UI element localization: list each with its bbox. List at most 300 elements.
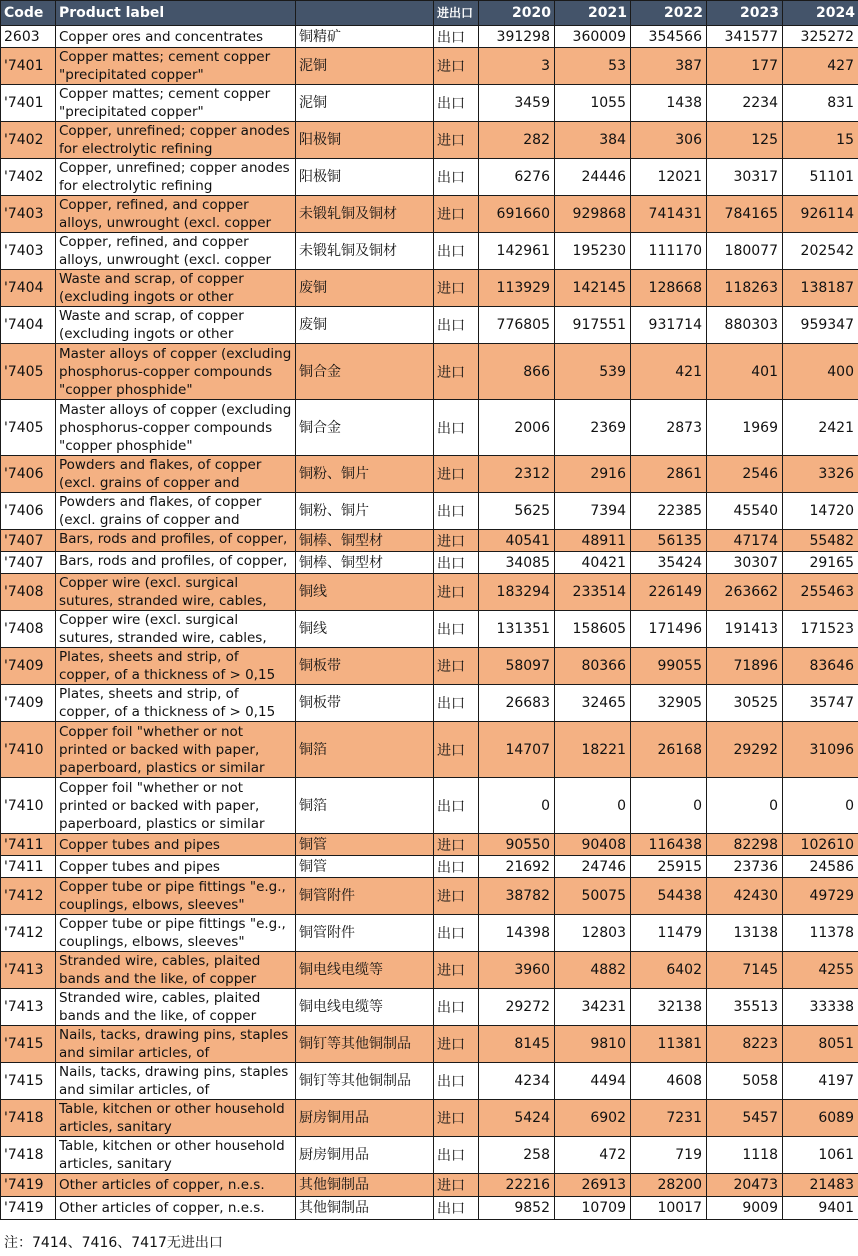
code-cell[interactable]: '7408 (1, 574, 56, 611)
code-cell[interactable]: '7412 (1, 878, 56, 915)
value-cell[interactable]: 4197 (783, 1063, 858, 1100)
value-cell[interactable]: 4234 (479, 1063, 555, 1100)
value-cell[interactable]: 55482 (783, 530, 858, 552)
value-cell[interactable]: 49729 (783, 878, 858, 915)
value-cell[interactable]: 13138 (707, 915, 783, 952)
value-cell[interactable]: 29272 (479, 989, 555, 1026)
value-cell[interactable]: 4608 (631, 1063, 707, 1100)
product-label-cell[interactable] (56, 1137, 296, 1174)
chinese-name-cell[interactable]: 未锻轧铜及铜材 (296, 233, 434, 270)
direction-cell[interactable]: 出口 (434, 778, 479, 834)
product-label-cell[interactable] (56, 1197, 296, 1220)
header-year[interactable]: 2023 (707, 1, 783, 26)
direction-cell[interactable]: 进口 (434, 1026, 479, 1063)
value-cell[interactable]: 45540 (707, 493, 783, 530)
value-cell[interactable]: 5058 (707, 1063, 783, 1100)
code-cell[interactable]: '7411 (1, 834, 56, 856)
header-year[interactable]: 2021 (555, 1, 631, 26)
code-cell[interactable]: '7406 (1, 493, 56, 530)
direction-cell[interactable]: 出口 (434, 1197, 479, 1220)
value-cell[interactable]: 71896 (707, 648, 783, 685)
value-cell[interactable]: 1118 (707, 1137, 783, 1174)
direction-cell[interactable]: 出口 (434, 685, 479, 722)
value-cell[interactable]: 24586 (783, 856, 858, 878)
direction-cell[interactable]: 进口 (434, 952, 479, 989)
value-cell[interactable]: 35513 (707, 989, 783, 1026)
value-cell[interactable]: 118263 (707, 270, 783, 307)
chinese-name-cell[interactable]: 铜线 (296, 574, 434, 611)
value-cell[interactable]: 30307 (707, 552, 783, 574)
direction-cell[interactable]: 进口 (434, 1174, 479, 1197)
chinese-name-cell[interactable]: 铜板带 (296, 648, 434, 685)
product-label-cell[interactable] (56, 307, 296, 344)
value-cell[interactable]: 5424 (479, 1100, 555, 1137)
code-cell[interactable]: '7413 (1, 989, 56, 1026)
product-label-cell[interactable] (56, 834, 296, 856)
value-cell[interactable]: 48911 (555, 530, 631, 552)
value-cell[interactable]: 34085 (479, 552, 555, 574)
value-cell[interactable]: 116438 (631, 834, 707, 856)
direction-cell[interactable]: 进口 (434, 1100, 479, 1137)
product-label-cell[interactable] (56, 270, 296, 307)
value-cell[interactable]: 784165 (707, 196, 783, 233)
direction-cell[interactable]: 进口 (434, 834, 479, 856)
direction-cell[interactable]: 出口 (434, 1137, 479, 1174)
chinese-name-cell[interactable]: 废铜 (296, 270, 434, 307)
value-cell[interactable]: 258 (479, 1137, 555, 1174)
direction-cell[interactable]: 出口 (434, 159, 479, 196)
value-cell[interactable]: 24746 (555, 856, 631, 878)
direction-cell[interactable]: 进口 (434, 344, 479, 400)
direction-cell[interactable]: 出口 (434, 552, 479, 574)
code-cell[interactable]: '7411 (1, 856, 56, 878)
value-cell[interactable]: 2916 (555, 456, 631, 493)
direction-cell[interactable]: 出口 (434, 915, 479, 952)
chinese-name-cell[interactable]: 铜棒、铜型材 (296, 552, 434, 574)
value-cell[interactable]: 33338 (783, 989, 858, 1026)
direction-cell[interactable]: 出口 (434, 400, 479, 456)
code-cell[interactable]: '7409 (1, 648, 56, 685)
value-cell[interactable]: 53 (555, 48, 631, 85)
value-cell[interactable]: 959347 (783, 307, 858, 344)
value-cell[interactable]: 1438 (631, 85, 707, 122)
value-cell[interactable]: 1969 (707, 400, 783, 456)
product-label-cell[interactable] (56, 400, 296, 456)
value-cell[interactable]: 10709 (555, 1197, 631, 1220)
direction-cell[interactable]: 进口 (434, 722, 479, 778)
value-cell[interactable]: 226149 (631, 574, 707, 611)
value-cell[interactable]: 926114 (783, 196, 858, 233)
direction-cell[interactable]: 出口 (434, 26, 479, 48)
direction-cell[interactable]: 出口 (434, 307, 479, 344)
direction-cell[interactable]: 出口 (434, 856, 479, 878)
value-cell[interactable]: 3459 (479, 85, 555, 122)
code-cell[interactable]: '7406 (1, 456, 56, 493)
chinese-name-cell[interactable]: 铜管附件 (296, 915, 434, 952)
value-cell[interactable]: 25915 (631, 856, 707, 878)
header-product-label[interactable]: Product label (56, 1, 296, 26)
value-cell[interactable]: 0 (631, 778, 707, 834)
code-cell[interactable]: '7409 (1, 685, 56, 722)
value-cell[interactable]: 142145 (555, 270, 631, 307)
value-cell[interactable]: 2006 (479, 400, 555, 456)
chinese-name-cell[interactable]: 其他铜制品 (296, 1197, 434, 1220)
product-label-cell[interactable] (56, 1063, 296, 1100)
product-label-cell[interactable] (56, 989, 296, 1026)
value-cell[interactable]: 20473 (707, 1174, 783, 1197)
code-cell[interactable]: '7419 (1, 1197, 56, 1220)
value-cell[interactable]: 38782 (479, 878, 555, 915)
value-cell[interactable]: 5457 (707, 1100, 783, 1137)
chinese-name-cell[interactable]: 铜管 (296, 834, 434, 856)
value-cell[interactable]: 2421 (783, 400, 858, 456)
code-cell[interactable]: '7415 (1, 1063, 56, 1100)
value-cell[interactable]: 2861 (631, 456, 707, 493)
value-cell[interactable]: 32465 (555, 685, 631, 722)
chinese-name-cell[interactable]: 泥铜 (296, 48, 434, 85)
value-cell[interactable]: 776805 (479, 307, 555, 344)
value-cell[interactable]: 30525 (707, 685, 783, 722)
value-cell[interactable]: 113929 (479, 270, 555, 307)
header-year[interactable]: 2020 (479, 1, 555, 26)
value-cell[interactable]: 6276 (479, 159, 555, 196)
direction-cell[interactable]: 出口 (434, 989, 479, 1026)
code-cell[interactable]: '7407 (1, 552, 56, 574)
product-label-cell[interactable] (56, 530, 296, 552)
value-cell[interactable]: 195230 (555, 233, 631, 270)
chinese-name-cell[interactable]: 铜箔 (296, 722, 434, 778)
value-cell[interactable]: 931714 (631, 307, 707, 344)
value-cell[interactable]: 831 (783, 85, 858, 122)
value-cell[interactable]: 7145 (707, 952, 783, 989)
code-cell[interactable]: '7419 (1, 1174, 56, 1197)
value-cell[interactable]: 539 (555, 344, 631, 400)
code-cell[interactable]: '7402 (1, 159, 56, 196)
value-cell[interactable]: 8145 (479, 1026, 555, 1063)
value-cell[interactable]: 202542 (783, 233, 858, 270)
value-cell[interactable]: 0 (555, 778, 631, 834)
value-cell[interactable]: 32138 (631, 989, 707, 1026)
value-cell[interactable]: 51101 (783, 159, 858, 196)
chinese-name-cell[interactable]: 阳极铜 (296, 159, 434, 196)
code-cell[interactable]: '7407 (1, 530, 56, 552)
product-label-cell[interactable] (56, 778, 296, 834)
chinese-name-cell[interactable]: 废铜 (296, 307, 434, 344)
code-cell[interactable]: '7403 (1, 196, 56, 233)
code-cell[interactable]: '7418 (1, 1100, 56, 1137)
product-label-cell[interactable] (56, 611, 296, 648)
product-label-cell[interactable] (56, 48, 296, 85)
chinese-name-cell[interactable]: 铜板带 (296, 685, 434, 722)
chinese-name-cell[interactable]: 铜棒、铜型材 (296, 530, 434, 552)
value-cell[interactable]: 99055 (631, 648, 707, 685)
direction-cell[interactable]: 进口 (434, 530, 479, 552)
product-label-cell[interactable] (56, 878, 296, 915)
value-cell[interactable]: 263662 (707, 574, 783, 611)
value-cell[interactable]: 10017 (631, 1197, 707, 1220)
value-cell[interactable]: 9810 (555, 1026, 631, 1063)
code-cell[interactable]: '7408 (1, 611, 56, 648)
chinese-name-cell[interactable]: 铜箔 (296, 778, 434, 834)
header-year[interactable]: 2022 (631, 1, 707, 26)
value-cell[interactable]: 128668 (631, 270, 707, 307)
value-cell[interactable]: 341577 (707, 26, 783, 48)
value-cell[interactable]: 183294 (479, 574, 555, 611)
value-cell[interactable]: 47174 (707, 530, 783, 552)
value-cell[interactable]: 32905 (631, 685, 707, 722)
product-label-cell[interactable] (56, 159, 296, 196)
code-cell[interactable]: '7402 (1, 122, 56, 159)
direction-cell[interactable]: 出口 (434, 1063, 479, 1100)
value-cell[interactable]: 691660 (479, 196, 555, 233)
chinese-name-cell[interactable]: 其他铜制品 (296, 1174, 434, 1197)
value-cell[interactable]: 40541 (479, 530, 555, 552)
value-cell[interactable]: 171496 (631, 611, 707, 648)
value-cell[interactable]: 22385 (631, 493, 707, 530)
product-label-cell[interactable] (56, 915, 296, 952)
value-cell[interactable]: 306 (631, 122, 707, 159)
value-cell[interactable]: 4494 (555, 1063, 631, 1100)
value-cell[interactable]: 158605 (555, 611, 631, 648)
code-cell[interactable]: '7404 (1, 270, 56, 307)
value-cell[interactable]: 35424 (631, 552, 707, 574)
chinese-name-cell[interactable]: 阳极铜 (296, 122, 434, 159)
value-cell[interactable]: 14720 (783, 493, 858, 530)
chinese-name-cell[interactable]: 厨房铜用品 (296, 1137, 434, 1174)
chinese-name-cell[interactable]: 铜电线电缆等 (296, 989, 434, 1026)
product-label-cell[interactable] (56, 574, 296, 611)
chinese-name-cell[interactable]: 铜粉、铜片 (296, 493, 434, 530)
header-year[interactable]: 2024 (783, 1, 858, 26)
value-cell[interactable]: 421 (631, 344, 707, 400)
value-cell[interactable]: 21483 (783, 1174, 858, 1197)
value-cell[interactable]: 131351 (479, 611, 555, 648)
value-cell[interactable]: 22216 (479, 1174, 555, 1197)
chinese-name-cell[interactable]: 铜合金 (296, 344, 434, 400)
value-cell[interactable]: 400 (783, 344, 858, 400)
value-cell[interactable]: 24446 (555, 159, 631, 196)
code-cell[interactable]: '7410 (1, 778, 56, 834)
value-cell[interactable]: 34231 (555, 989, 631, 1026)
code-cell[interactable]: '7401 (1, 85, 56, 122)
value-cell[interactable]: 82298 (707, 834, 783, 856)
value-cell[interactable]: 719 (631, 1137, 707, 1174)
value-cell[interactable]: 18221 (555, 722, 631, 778)
value-cell[interactable]: 387 (631, 48, 707, 85)
direction-cell[interactable]: 出口 (434, 493, 479, 530)
code-cell[interactable]: '7413 (1, 952, 56, 989)
value-cell[interactable]: 11479 (631, 915, 707, 952)
value-cell[interactable]: 30317 (707, 159, 783, 196)
value-cell[interactable]: 7394 (555, 493, 631, 530)
value-cell[interactable]: 40421 (555, 552, 631, 574)
code-cell[interactable]: '7418 (1, 1137, 56, 1174)
value-cell[interactable]: 21692 (479, 856, 555, 878)
product-label-cell[interactable] (56, 493, 296, 530)
code-cell[interactable]: '7405 (1, 400, 56, 456)
value-cell[interactable]: 2234 (707, 85, 783, 122)
value-cell[interactable]: 177 (707, 48, 783, 85)
header-chinese-name[interactable] (296, 1, 434, 26)
value-cell[interactable]: 6402 (631, 952, 707, 989)
direction-cell[interactable]: 出口 (434, 611, 479, 648)
value-cell[interactable]: 191413 (707, 611, 783, 648)
value-cell[interactable]: 360009 (555, 26, 631, 48)
code-cell[interactable]: '7401 (1, 48, 56, 85)
value-cell[interactable]: 0 (707, 778, 783, 834)
chinese-name-cell[interactable]: 铜线 (296, 611, 434, 648)
chinese-name-cell[interactable]: 泥铜 (296, 85, 434, 122)
value-cell[interactable]: 58097 (479, 648, 555, 685)
product-label-cell[interactable] (56, 26, 296, 48)
code-cell[interactable]: '7404 (1, 307, 56, 344)
product-label-cell[interactable] (56, 722, 296, 778)
product-label-cell[interactable] (56, 456, 296, 493)
value-cell[interactable]: 138187 (783, 270, 858, 307)
value-cell[interactable]: 6902 (555, 1100, 631, 1137)
direction-cell[interactable]: 进口 (434, 270, 479, 307)
value-cell[interactable]: 9401 (783, 1197, 858, 1220)
value-cell[interactable]: 90550 (479, 834, 555, 856)
value-cell[interactable]: 29165 (783, 552, 858, 574)
code-cell[interactable]: '7412 (1, 915, 56, 952)
value-cell[interactable]: 23736 (707, 856, 783, 878)
value-cell[interactable]: 26683 (479, 685, 555, 722)
chinese-name-cell[interactable]: 铜管附件 (296, 878, 434, 915)
value-cell[interactable]: 171523 (783, 611, 858, 648)
chinese-name-cell[interactable]: 铜钉等其他铜制品 (296, 1026, 434, 1063)
value-cell[interactable]: 54438 (631, 878, 707, 915)
value-cell[interactable]: 8051 (783, 1026, 858, 1063)
value-cell[interactable]: 6089 (783, 1100, 858, 1137)
value-cell[interactable]: 9009 (707, 1197, 783, 1220)
value-cell[interactable]: 28200 (631, 1174, 707, 1197)
value-cell[interactable]: 12803 (555, 915, 631, 952)
code-cell[interactable]: '7410 (1, 722, 56, 778)
header-code[interactable]: Code (1, 1, 56, 26)
product-label-cell[interactable] (56, 648, 296, 685)
value-cell[interactable]: 0 (783, 778, 858, 834)
value-cell[interactable]: 11381 (631, 1026, 707, 1063)
code-cell[interactable]: '7403 (1, 233, 56, 270)
value-cell[interactable]: 11378 (783, 915, 858, 952)
value-cell[interactable]: 880303 (707, 307, 783, 344)
direction-cell[interactable]: 进口 (434, 878, 479, 915)
value-cell[interactable]: 42430 (707, 878, 783, 915)
value-cell[interactable]: 427 (783, 48, 858, 85)
direction-cell[interactable]: 进口 (434, 456, 479, 493)
value-cell[interactable]: 2546 (707, 456, 783, 493)
header-direction[interactable]: 进出口 (434, 1, 479, 26)
value-cell[interactable]: 741431 (631, 196, 707, 233)
direction-cell[interactable]: 出口 (434, 233, 479, 270)
product-label-cell[interactable] (56, 552, 296, 574)
value-cell[interactable]: 80366 (555, 648, 631, 685)
value-cell[interactable]: 9852 (479, 1197, 555, 1220)
value-cell[interactable]: 354566 (631, 26, 707, 48)
value-cell[interactable]: 50075 (555, 878, 631, 915)
value-cell[interactable]: 1061 (783, 1137, 858, 1174)
value-cell[interactable]: 29292 (707, 722, 783, 778)
value-cell[interactable]: 929868 (555, 196, 631, 233)
value-cell[interactable]: 14707 (479, 722, 555, 778)
product-label-cell[interactable] (56, 196, 296, 233)
value-cell[interactable]: 2369 (555, 400, 631, 456)
value-cell[interactable]: 917551 (555, 307, 631, 344)
chinese-name-cell[interactable]: 铜粉、铜片 (296, 456, 434, 493)
product-label-cell[interactable] (56, 1174, 296, 1197)
value-cell[interactable]: 2873 (631, 400, 707, 456)
value-cell[interactable]: 12021 (631, 159, 707, 196)
chinese-name-cell[interactable]: 铜合金 (296, 400, 434, 456)
value-cell[interactable]: 391298 (479, 26, 555, 48)
value-cell[interactable]: 1055 (555, 85, 631, 122)
value-cell[interactable]: 14398 (479, 915, 555, 952)
value-cell[interactable]: 4882 (555, 952, 631, 989)
value-cell[interactable]: 233514 (555, 574, 631, 611)
product-label-cell[interactable] (56, 233, 296, 270)
code-cell[interactable]: '7415 (1, 1026, 56, 1063)
direction-cell[interactable]: 进口 (434, 122, 479, 159)
direction-cell[interactable]: 进口 (434, 574, 479, 611)
value-cell[interactable]: 3 (479, 48, 555, 85)
product-label-cell[interactable] (56, 1026, 296, 1063)
value-cell[interactable]: 15 (783, 122, 858, 159)
value-cell[interactable]: 111170 (631, 233, 707, 270)
product-label-cell[interactable] (56, 1100, 296, 1137)
value-cell[interactable]: 102610 (783, 834, 858, 856)
value-cell[interactable]: 3960 (479, 952, 555, 989)
direction-cell[interactable]: 进口 (434, 48, 479, 85)
value-cell[interactable]: 325272 (783, 26, 858, 48)
value-cell[interactable]: 2312 (479, 456, 555, 493)
value-cell[interactable]: 3326 (783, 456, 858, 493)
value-cell[interactable]: 4255 (783, 952, 858, 989)
code-cell[interactable]: '7405 (1, 344, 56, 400)
value-cell[interactable]: 255463 (783, 574, 858, 611)
code-cell[interactable]: 2603 (1, 26, 56, 48)
value-cell[interactable]: 0 (479, 778, 555, 834)
direction-cell[interactable]: 出口 (434, 85, 479, 122)
direction-cell[interactable]: 进口 (434, 648, 479, 685)
product-label-cell[interactable] (56, 85, 296, 122)
value-cell[interactable]: 7231 (631, 1100, 707, 1137)
product-label-cell[interactable] (56, 856, 296, 878)
chinese-name-cell[interactable]: 铜管 (296, 856, 434, 878)
value-cell[interactable]: 26913 (555, 1174, 631, 1197)
value-cell[interactable]: 384 (555, 122, 631, 159)
value-cell[interactable]: 26168 (631, 722, 707, 778)
chinese-name-cell[interactable]: 厨房铜用品 (296, 1100, 434, 1137)
direction-cell[interactable]: 进口 (434, 196, 479, 233)
value-cell[interactable]: 866 (479, 344, 555, 400)
value-cell[interactable]: 56135 (631, 530, 707, 552)
chinese-name-cell[interactable]: 未锻轧铜及铜材 (296, 196, 434, 233)
product-label-cell[interactable] (56, 122, 296, 159)
value-cell[interactable]: 282 (479, 122, 555, 159)
value-cell[interactable]: 8223 (707, 1026, 783, 1063)
value-cell[interactable]: 83646 (783, 648, 858, 685)
value-cell[interactable]: 401 (707, 344, 783, 400)
product-label-cell[interactable] (56, 952, 296, 989)
product-label-cell[interactable] (56, 685, 296, 722)
value-cell[interactable]: 90408 (555, 834, 631, 856)
value-cell[interactable]: 125 (707, 122, 783, 159)
product-label-cell[interactable] (56, 344, 296, 400)
value-cell[interactable]: 35747 (783, 685, 858, 722)
value-cell[interactable]: 180077 (707, 233, 783, 270)
value-cell[interactable]: 472 (555, 1137, 631, 1174)
